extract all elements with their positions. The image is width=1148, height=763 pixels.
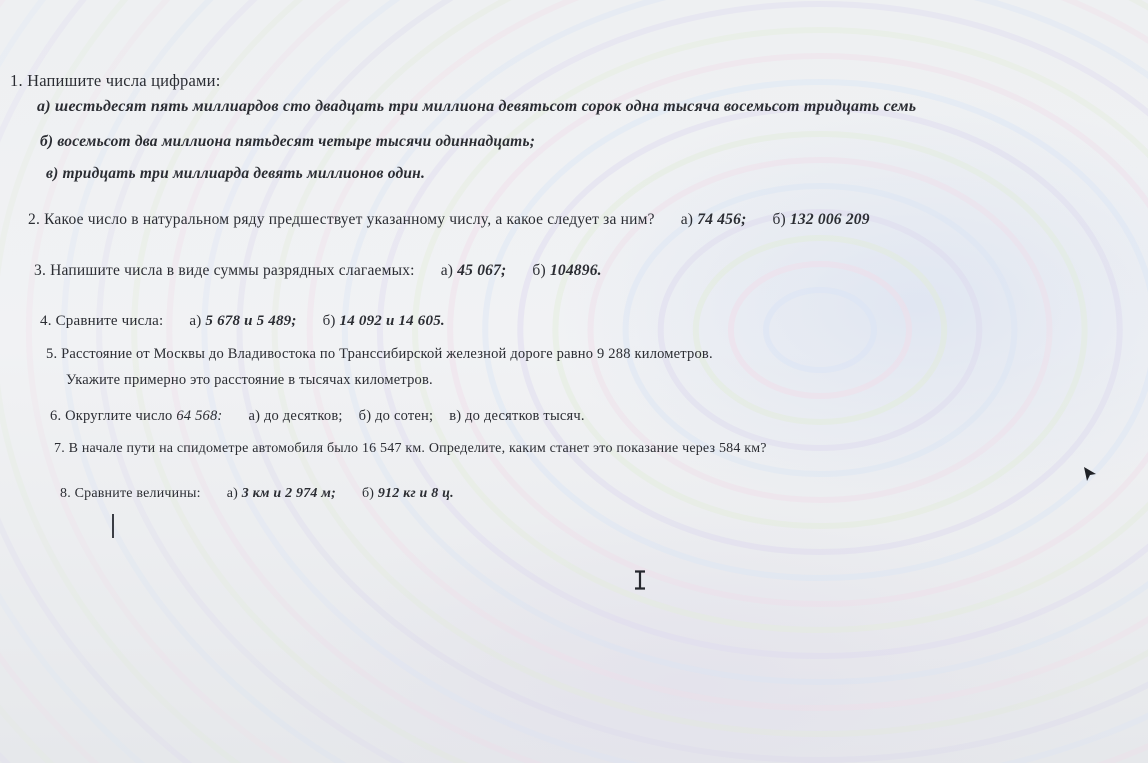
task2-option-b: б) 132 006 209 xyxy=(772,211,870,228)
task8-line xyxy=(60,486,454,502)
task6-option-c: в) до десятков тысяч. xyxy=(449,408,585,424)
task3-option-a: а) 45 067; xyxy=(440,262,507,279)
task8-question: 8. Сравните величины: xyxy=(60,486,201,501)
task3-line xyxy=(34,262,602,280)
task2-question: 2. Какое число в натуральном ряду предшествует указанному числу, а какое следует за ним? xyxy=(28,211,655,228)
task7-line: 7. В начале пути на спидометре автомобиля было 16 547 км. Определите, каким станет это показание через 584 км? xyxy=(54,441,767,456)
arrow-pointer-icon xyxy=(1083,466,1097,482)
task6-question: 6. Округлите число xyxy=(50,408,173,424)
task4-option-b: б) 14 092 и 14 605. xyxy=(322,313,445,329)
task4-option-a: а) 5 678 и 5 489; xyxy=(189,313,297,329)
task1-item-a: а) шестьдесят пять миллиардов сто двадцать три миллиона девятьсот сорок одна тысяча восемьсот тридцать семь xyxy=(37,98,917,115)
task1-heading: 1. Напишите числа цифрами: xyxy=(10,71,221,90)
task2-line xyxy=(28,211,870,229)
task5-line2: Укажите примерно это расстояние в тысячах километров. xyxy=(66,372,433,388)
task4-question: 4. Сравните числа: xyxy=(40,313,164,329)
task3-question: 3. Напишите числа в виде суммы разрядных слагаемых: xyxy=(34,262,415,279)
task8-option-b: б) 912 кг и 8 ц. xyxy=(361,486,454,501)
task2-option-a: а) 74 456; xyxy=(680,211,747,228)
task1-item-c: в) тридцать три миллиарда девять миллионов один. xyxy=(46,165,426,182)
task1-item-b: б) восемьсот два миллиона пятьдесят четыре тысячи одиннадцать; xyxy=(40,133,536,150)
task4-line xyxy=(40,313,445,330)
task6-option-a: а) до десятков; xyxy=(248,408,343,424)
task6-line xyxy=(50,408,585,425)
text-caret-icon xyxy=(112,514,114,538)
task3-option-b: б) 104896. xyxy=(532,262,602,279)
task5-line1: 5. Расстояние от Москвы до Владивостока по Транссибирской железной дороге равно 9 288 километров. xyxy=(46,346,713,362)
task8-option-a: а) 3 км и 2 974 м; xyxy=(226,486,336,501)
ibeam-cursor-icon xyxy=(633,570,647,590)
task6-option-b: б) до сотен; xyxy=(358,408,434,424)
task6-number: 64 568: xyxy=(176,408,223,424)
